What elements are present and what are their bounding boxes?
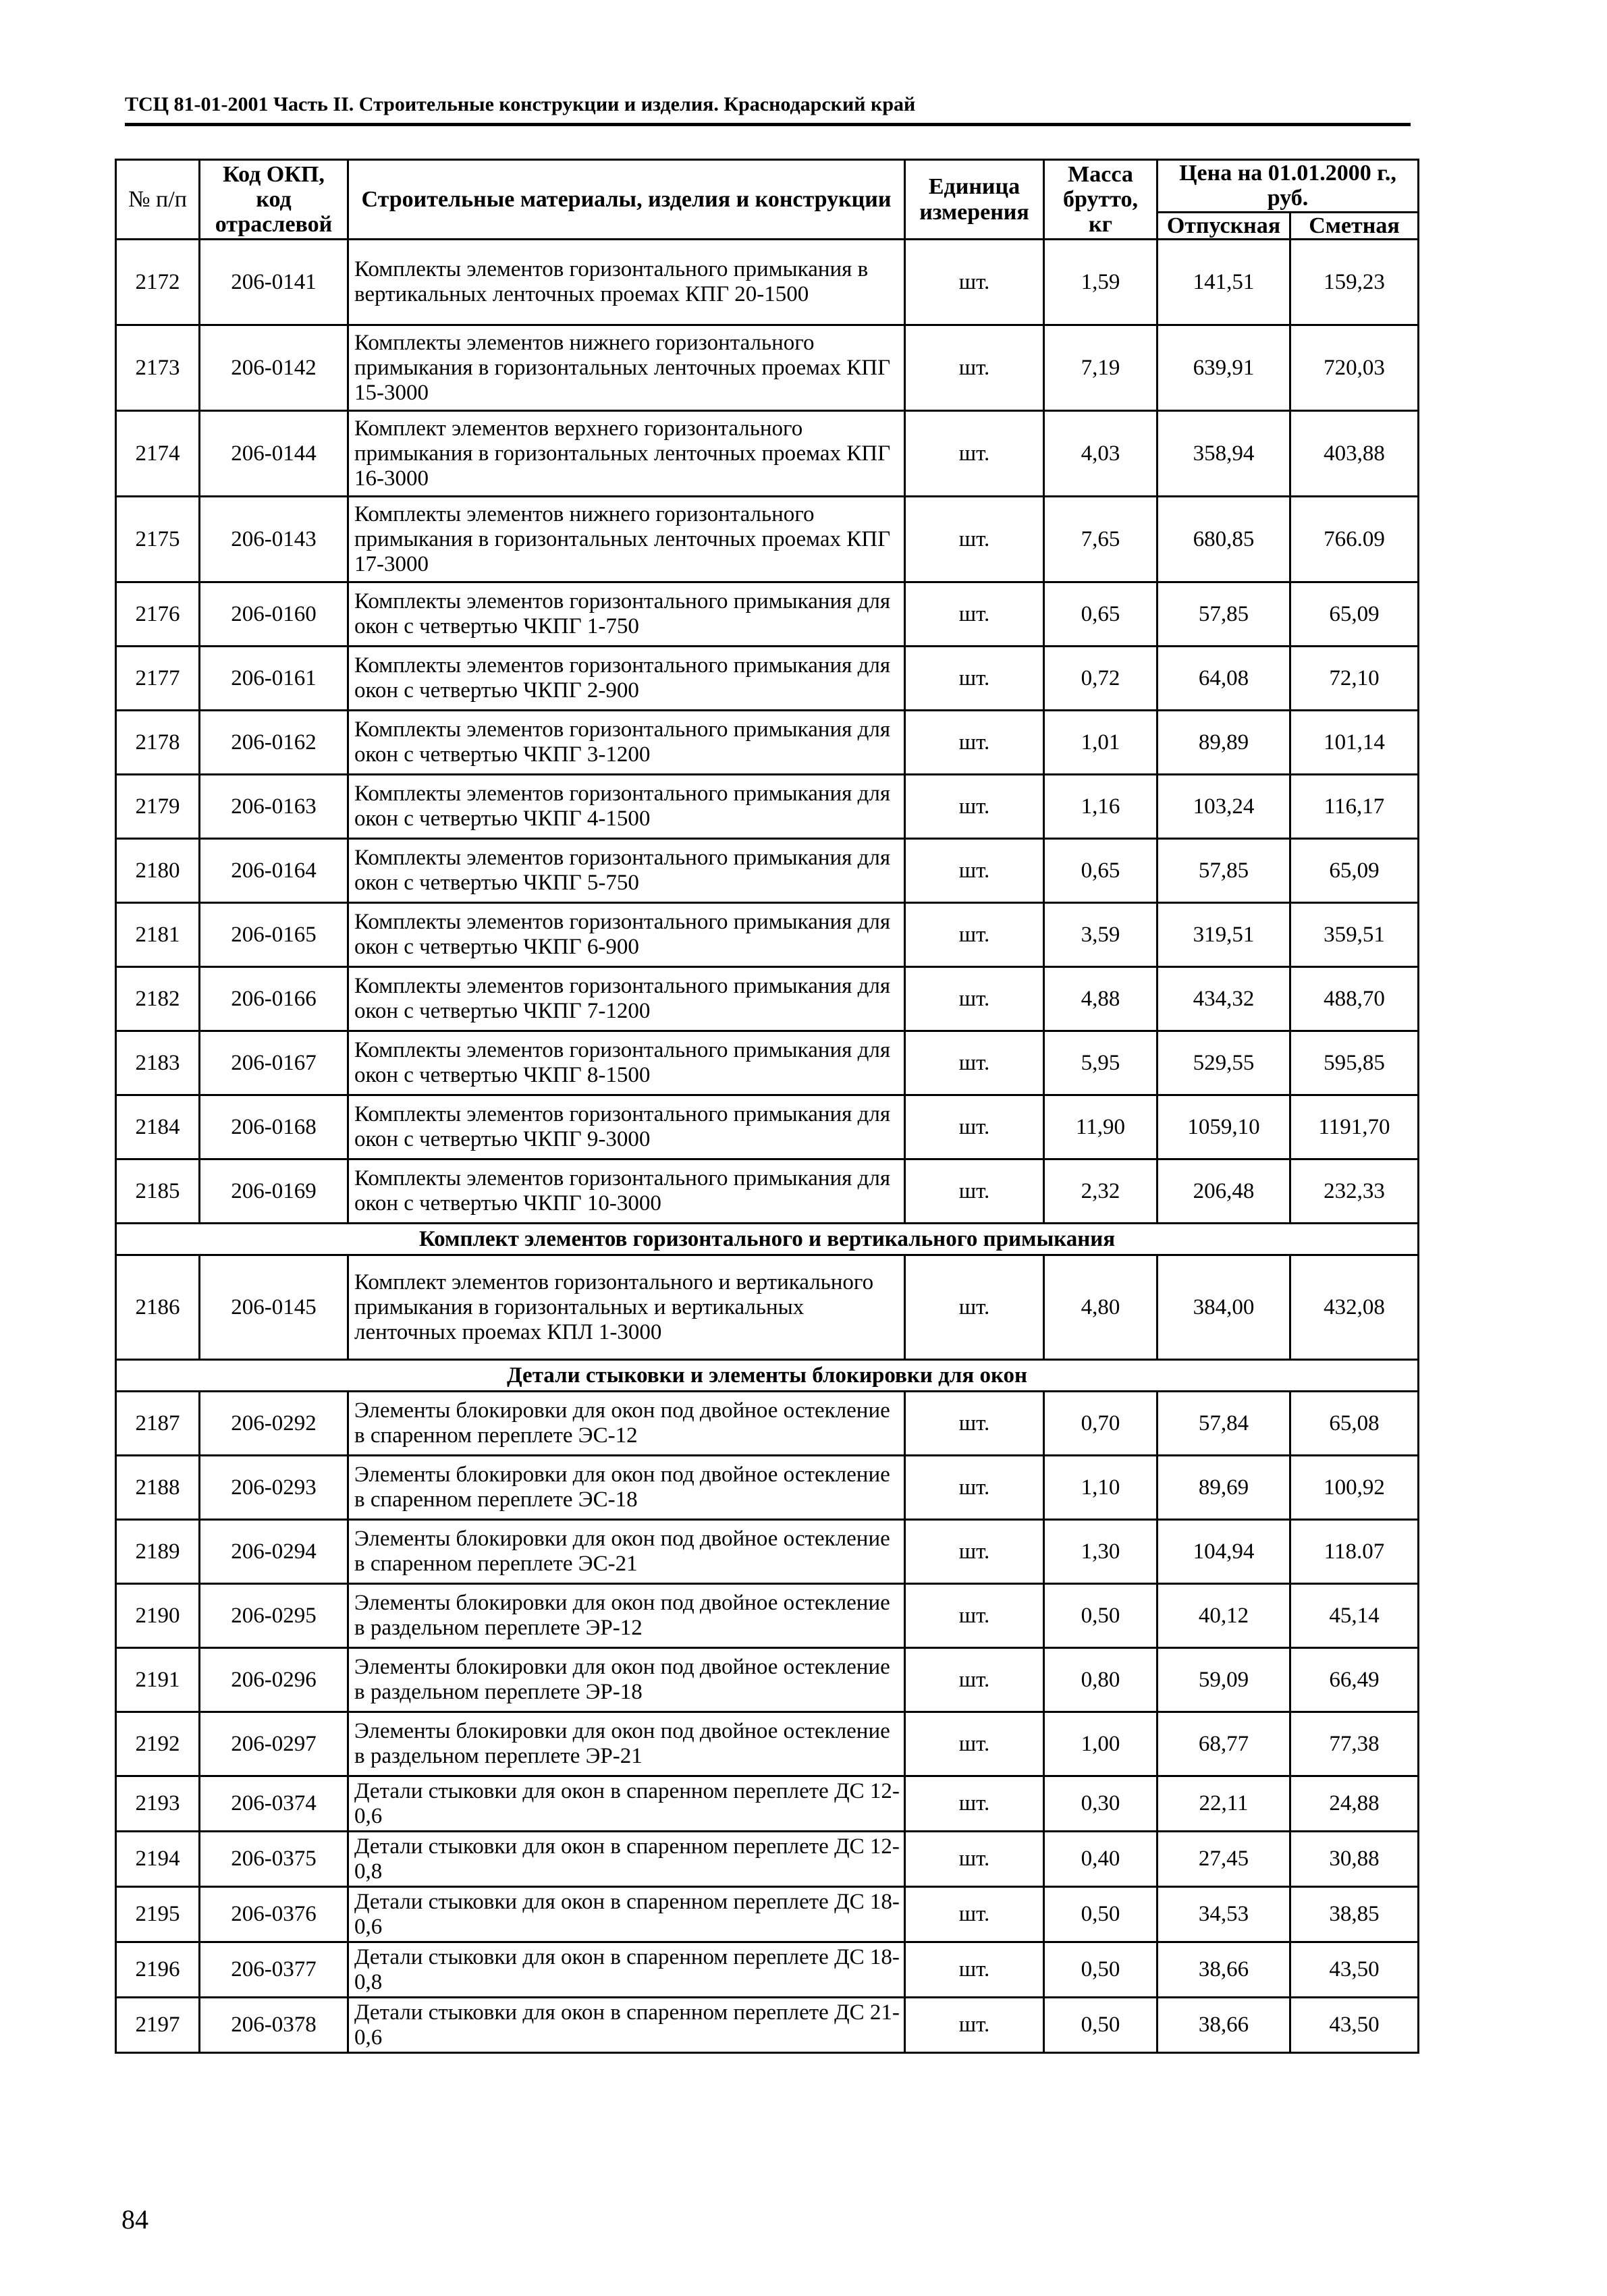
price-release-cell: 40,12 <box>1157 1584 1290 1648</box>
mass-cell: 0,80 <box>1044 1648 1157 1712</box>
table-row <box>116 1887 1419 1942</box>
row-number: 2192 <box>116 1712 200 1776</box>
price-estimate-cell: 30,88 <box>1290 1832 1419 1887</box>
unit-cell: шт. <box>905 1776 1044 1832</box>
row-number: 2182 <box>116 967 200 1031</box>
okp-code: 206-0295 <box>200 1584 348 1648</box>
unit-cell: шт. <box>905 647 1044 711</box>
mass-cell: 3,59 <box>1044 903 1157 967</box>
unit-cell: шт. <box>905 497 1044 582</box>
material-name: Элементы блокировки для окон под двойное остекление в спаренном переплете ЭС-12 <box>348 1392 905 1456</box>
price-estimate-cell: 100,92 <box>1290 1456 1419 1520</box>
table-row <box>116 325 1419 411</box>
okp-code: 206-0144 <box>200 411 348 497</box>
price-release-cell: 89,69 <box>1157 1456 1290 1520</box>
header-rule <box>125 123 1411 126</box>
price-estimate-cell: 65,09 <box>1290 582 1419 647</box>
price-release-cell: 68,77 <box>1157 1712 1290 1776</box>
okp-code: 206-0165 <box>200 903 348 967</box>
table-body-section-c <box>116 1392 1419 2053</box>
table-head <box>116 160 1419 240</box>
price-estimate-cell: 77,38 <box>1290 1712 1419 1776</box>
unit-cell: шт. <box>905 1031 1044 1095</box>
unit-cell: шт. <box>905 1998 1044 2053</box>
running-header: ТСЦ 81-01-2001 Часть II. Строительные конструкции и изделия. Краснодарский край <box>125 93 916 115</box>
row-number: 2193 <box>116 1776 200 1832</box>
mass-cell: 1,00 <box>1044 1712 1157 1776</box>
price-estimate-cell: 65,09 <box>1290 839 1419 903</box>
price-estimate-cell: 65,08 <box>1290 1392 1419 1456</box>
mass-cell: 4,88 <box>1044 967 1157 1031</box>
mass-cell: 1,30 <box>1044 1520 1157 1584</box>
unit-cell: шт. <box>905 1392 1044 1456</box>
row-number: 2177 <box>116 647 200 711</box>
price-release-cell: 206,48 <box>1157 1159 1290 1224</box>
unit-cell: шт. <box>905 1255 1044 1360</box>
mass-cell: 0,50 <box>1044 1942 1157 1998</box>
price-estimate-cell: 45,14 <box>1290 1584 1419 1648</box>
unit-cell: шт. <box>905 967 1044 1031</box>
row-number: 2194 <box>116 1832 200 1887</box>
price-release-cell: 22,11 <box>1157 1776 1290 1832</box>
mass-cell: 0,65 <box>1044 839 1157 903</box>
mass-cell: 2,32 <box>1044 1159 1157 1224</box>
price-release-cell: 529,55 <box>1157 1031 1290 1095</box>
price-table <box>115 159 1419 2054</box>
row-number: 2189 <box>116 1520 200 1584</box>
price-estimate-cell: 432,08 <box>1290 1255 1419 1360</box>
material-name: Элементы блокировки для окон под двойное остекление в раздельном переплете ЭР-21 <box>348 1712 905 1776</box>
mass-cell: 11,90 <box>1044 1095 1157 1159</box>
row-number: 2195 <box>116 1887 200 1942</box>
unit-cell: шт. <box>905 1159 1044 1224</box>
mass-cell: 1,10 <box>1044 1456 1157 1520</box>
row-number: 2178 <box>116 711 200 775</box>
price-release-cell: 103,24 <box>1157 775 1290 839</box>
row-number: 2185 <box>116 1159 200 1224</box>
price-release-cell: 57,85 <box>1157 582 1290 647</box>
price-estimate-cell: 118.07 <box>1290 1520 1419 1584</box>
table-row <box>116 240 1419 325</box>
material-name: Комплекты элементов горизонтального примыкания в вертикальных ленточных проемах КПГ 20-1500 <box>348 240 905 325</box>
header-price-group: Цена на 01.01.2000 г., руб. <box>1157 160 1419 213</box>
price-release-cell: 89,89 <box>1157 711 1290 775</box>
price-release-cell: 57,84 <box>1157 1392 1290 1456</box>
okp-code: 206-0375 <box>200 1832 348 1887</box>
okp-code: 206-0145 <box>200 1255 348 1360</box>
material-name: Комплекты элементов горизонтального примыкания для окон с четвертью ЧКПГ 8-1500 <box>348 1031 905 1095</box>
mass-cell: 4,03 <box>1044 411 1157 497</box>
material-name: Комплекты элементов горизонтального примыкания для окон с четвертью ЧКПГ 4-1500 <box>348 775 905 839</box>
price-estimate-cell: 101,14 <box>1290 711 1419 775</box>
price-estimate-cell: 403,88 <box>1290 411 1419 497</box>
material-name: Комплекты элементов горизонтального примыкания для окон с четвертью ЧКПГ 7-1200 <box>348 967 905 1031</box>
row-number: 2174 <box>116 411 200 497</box>
unit-cell: шт. <box>905 240 1044 325</box>
okp-code: 206-0169 <box>200 1159 348 1224</box>
row-number: 2175 <box>116 497 200 582</box>
unit-cell: шт. <box>905 1942 1044 1998</box>
material-name: Детали стыковки для окон в спаренном переплете ДС 18-0,8 <box>348 1942 905 1998</box>
material-name: Элементы блокировки для окон под двойное остекление в раздельном переплете ЭР-18 <box>348 1648 905 1712</box>
table-row <box>116 1456 1419 1520</box>
row-number: 2172 <box>116 240 200 325</box>
material-name: Комплекты элементов горизонтального примыкания для окон с четвертью ЧКПГ 1-750 <box>348 582 905 647</box>
material-name: Элементы блокировки для окон под двойное остекление в спаренном переплете ЭС-21 <box>348 1520 905 1584</box>
section-b-title: Комплект элементов горизонтального и вертикального примыкания <box>116 1224 1419 1255</box>
material-name: Детали стыковки для окон в спаренном переплете ДС 21-0,6 <box>348 1998 905 2053</box>
price-release-cell: 141,51 <box>1157 240 1290 325</box>
price-release-cell: 384,00 <box>1157 1255 1290 1360</box>
table-row <box>116 967 1419 1031</box>
mass-cell: 7,65 <box>1044 497 1157 582</box>
table-row <box>116 1255 1419 1360</box>
price-release-cell: 57,85 <box>1157 839 1290 903</box>
price-release-cell: 680,85 <box>1157 497 1290 582</box>
price-release-cell: 639,91 <box>1157 325 1290 411</box>
mass-cell: 0,70 <box>1044 1392 1157 1456</box>
header-unit: Единица измерения <box>905 160 1044 240</box>
row-number: 2183 <box>116 1031 200 1095</box>
table-row <box>116 839 1419 903</box>
table-row <box>116 1776 1419 1832</box>
price-estimate-cell: 43,50 <box>1290 1998 1419 2053</box>
header-mass: Масса брутто, кг <box>1044 160 1157 240</box>
mass-cell: 1,59 <box>1044 240 1157 325</box>
material-name: Комплекты элементов горизонтального примыкания для окон с четвертью ЧКПГ 9-3000 <box>348 1095 905 1159</box>
unit-cell: шт. <box>905 1584 1044 1648</box>
table-body-section-b <box>116 1255 1419 1360</box>
okp-code: 206-0378 <box>200 1998 348 2053</box>
mass-cell: 0,30 <box>1044 1776 1157 1832</box>
okp-code: 206-0293 <box>200 1456 348 1520</box>
okp-code: 206-0161 <box>200 647 348 711</box>
header-price-release: Отпускная <box>1157 212 1290 239</box>
unit-cell: шт. <box>905 1832 1044 1887</box>
page-number: 84 <box>121 2204 148 2235</box>
material-name: Детали стыковки для окон в спаренном переплете ДС 12-0,8 <box>348 1832 905 1887</box>
table-row <box>116 711 1419 775</box>
row-number: 2190 <box>116 1584 200 1648</box>
price-release-cell: 59,09 <box>1157 1648 1290 1712</box>
price-estimate-cell: 232,33 <box>1290 1159 1419 1224</box>
mass-cell: 1,01 <box>1044 711 1157 775</box>
price-estimate-cell: 116,17 <box>1290 775 1419 839</box>
table-row <box>116 1832 1419 1887</box>
okp-code: 206-0168 <box>200 1095 348 1159</box>
price-release-cell: 64,08 <box>1157 647 1290 711</box>
okp-code: 206-0374 <box>200 1776 348 1832</box>
price-estimate-cell: 38,85 <box>1290 1887 1419 1942</box>
unit-cell: шт. <box>905 1712 1044 1776</box>
table-row <box>116 1031 1419 1095</box>
price-estimate-cell: 766.09 <box>1290 497 1419 582</box>
price-estimate-cell: 1191,70 <box>1290 1095 1419 1159</box>
price-estimate-cell: 43,50 <box>1290 1942 1419 1998</box>
material-name: Комплект элементов горизонтального и вертикального примыкания в горизонтальных и вертикальных ленточных проемах КПЛ 1-3000 <box>348 1255 905 1360</box>
okp-code: 206-0160 <box>200 582 348 647</box>
table-row <box>116 1942 1419 1998</box>
table-body-section-a <box>116 240 1419 1224</box>
material-name: Комплекты элементов горизонтального примыкания для окон с четвертью ЧКПГ 3-1200 <box>348 711 905 775</box>
okp-code: 206-0166 <box>200 967 348 1031</box>
unit-cell: шт. <box>905 582 1044 647</box>
material-name: Детали стыковки для окон в спаренном переплете ДС 12-0,6 <box>348 1776 905 1832</box>
unit-cell: шт. <box>905 775 1044 839</box>
okp-code: 206-0143 <box>200 497 348 582</box>
table-row <box>116 775 1419 839</box>
row-number: 2187 <box>116 1392 200 1456</box>
price-estimate-cell: 66,49 <box>1290 1648 1419 1712</box>
price-release-cell: 27,45 <box>1157 1832 1290 1887</box>
row-number: 2191 <box>116 1648 200 1712</box>
row-number: 2188 <box>116 1456 200 1520</box>
material-name: Комплекты элементов нижнего горизонтального примыкания в горизонтальных ленточных проемах КПГ 17-3000 <box>348 497 905 582</box>
header-num: № п/п <box>116 160 200 240</box>
okp-code: 206-0142 <box>200 325 348 411</box>
price-release-cell: 34,53 <box>1157 1887 1290 1942</box>
material-name: Комплекты элементов нижнего горизонтального примыкания в горизонтальных ленточных проемах КПГ 15-3000 <box>348 325 905 411</box>
unit-cell: шт. <box>905 325 1044 411</box>
header-code: Код ОКП, код отраслевой <box>200 160 348 240</box>
mass-cell: 0,40 <box>1044 1832 1157 1887</box>
table-row <box>116 1648 1419 1712</box>
price-estimate-cell: 24,88 <box>1290 1776 1419 1832</box>
price-release-cell: 38,66 <box>1157 1998 1290 2053</box>
price-estimate-cell: 595,85 <box>1290 1031 1419 1095</box>
mass-cell: 0,50 <box>1044 1584 1157 1648</box>
table-row <box>116 1095 1419 1159</box>
okp-code: 206-0376 <box>200 1887 348 1942</box>
price-estimate-cell: 359,51 <box>1290 903 1419 967</box>
mass-cell: 0,50 <box>1044 1887 1157 1942</box>
unit-cell: шт. <box>905 1648 1044 1712</box>
table-row <box>116 1712 1419 1776</box>
row-number: 2179 <box>116 775 200 839</box>
material-name: Элементы блокировки для окон под двойное остекление в раздельном переплете ЭР-12 <box>348 1584 905 1648</box>
price-release-cell: 104,94 <box>1157 1520 1290 1584</box>
price-release-cell: 319,51 <box>1157 903 1290 967</box>
okp-code: 206-0141 <box>200 240 348 325</box>
unit-cell: шт. <box>905 1520 1044 1584</box>
price-release-cell: 38,66 <box>1157 1942 1290 1998</box>
price-release-cell: 434,32 <box>1157 967 1290 1031</box>
table-row <box>116 497 1419 582</box>
row-number: 2173 <box>116 325 200 411</box>
material-name: Комплекты элементов горизонтального примыкания для окон с четвертью ЧКПГ 2-900 <box>348 647 905 711</box>
table-row <box>116 1584 1419 1648</box>
okp-code: 206-0162 <box>200 711 348 775</box>
unit-cell: шт. <box>905 839 1044 903</box>
table-row <box>116 903 1419 967</box>
okp-code: 206-0297 <box>200 1712 348 1776</box>
okp-code: 206-0163 <box>200 775 348 839</box>
price-release-cell: 358,94 <box>1157 411 1290 497</box>
material-name: Комплекты элементов горизонтального примыкания для окон с четвертью ЧКПГ 5-750 <box>348 839 905 903</box>
section-c-heading <box>116 1360 1419 1392</box>
okp-code: 206-0167 <box>200 1031 348 1095</box>
price-estimate-cell: 720,03 <box>1290 325 1419 411</box>
mass-cell: 7,19 <box>1044 325 1157 411</box>
header-price-estimate: Сметная <box>1290 212 1419 239</box>
mass-cell: 1,16 <box>1044 775 1157 839</box>
material-name: Комплекты элементов горизонтального примыкания для окон с четвертью ЧКПГ 10-3000 <box>348 1159 905 1224</box>
price-estimate-cell: 72,10 <box>1290 647 1419 711</box>
mass-cell: 0,50 <box>1044 1998 1157 2053</box>
table-row <box>116 1159 1419 1224</box>
material-name: Комплект элементов верхнего горизонтального примыкания в горизонтальных ленточных проемах КПГ 16-3000 <box>348 411 905 497</box>
okp-code: 206-0294 <box>200 1520 348 1584</box>
unit-cell: шт. <box>905 1887 1044 1942</box>
okp-code: 206-0377 <box>200 1942 348 1998</box>
table-row <box>116 1392 1419 1456</box>
row-number: 2184 <box>116 1095 200 1159</box>
unit-cell: шт. <box>905 411 1044 497</box>
row-number: 2180 <box>116 839 200 903</box>
table-row <box>116 1520 1419 1584</box>
table-row <box>116 647 1419 711</box>
row-number: 2196 <box>116 1942 200 1998</box>
row-number: 2176 <box>116 582 200 647</box>
price-release-cell: 1059,10 <box>1157 1095 1290 1159</box>
section-c-title: Детали стыковки и элементы блокировки для окон <box>116 1360 1419 1392</box>
unit-cell: шт. <box>905 711 1044 775</box>
price-estimate-cell: 488,70 <box>1290 967 1419 1031</box>
material-name: Детали стыковки для окон в спаренном переплете ДС 18-0,6 <box>348 1887 905 1942</box>
mass-cell: 0,65 <box>1044 582 1157 647</box>
mass-cell: 0,72 <box>1044 647 1157 711</box>
okp-code: 206-0296 <box>200 1648 348 1712</box>
material-name: Элементы блокировки для окон под двойное остекление в спаренном переплете ЭС-18 <box>348 1456 905 1520</box>
okp-code: 206-0164 <box>200 839 348 903</box>
table-row <box>116 411 1419 497</box>
section-b-heading <box>116 1224 1419 1255</box>
price-estimate-cell: 159,23 <box>1290 240 1419 325</box>
material-name: Комплекты элементов горизонтального примыкания для окон с четвертью ЧКПГ 6-900 <box>348 903 905 967</box>
unit-cell: шт. <box>905 1456 1044 1520</box>
table-row <box>116 1998 1419 2053</box>
header-name: Строительные материалы, изделия и конструкции <box>348 160 905 240</box>
mass-cell: 5,95 <box>1044 1031 1157 1095</box>
row-number: 2197 <box>116 1998 200 2053</box>
row-number: 2186 <box>116 1255 200 1360</box>
table-row <box>116 582 1419 647</box>
mass-cell: 4,80 <box>1044 1255 1157 1360</box>
row-number: 2181 <box>116 903 200 967</box>
okp-code: 206-0292 <box>200 1392 348 1456</box>
unit-cell: шт. <box>905 903 1044 967</box>
unit-cell: шт. <box>905 1095 1044 1159</box>
